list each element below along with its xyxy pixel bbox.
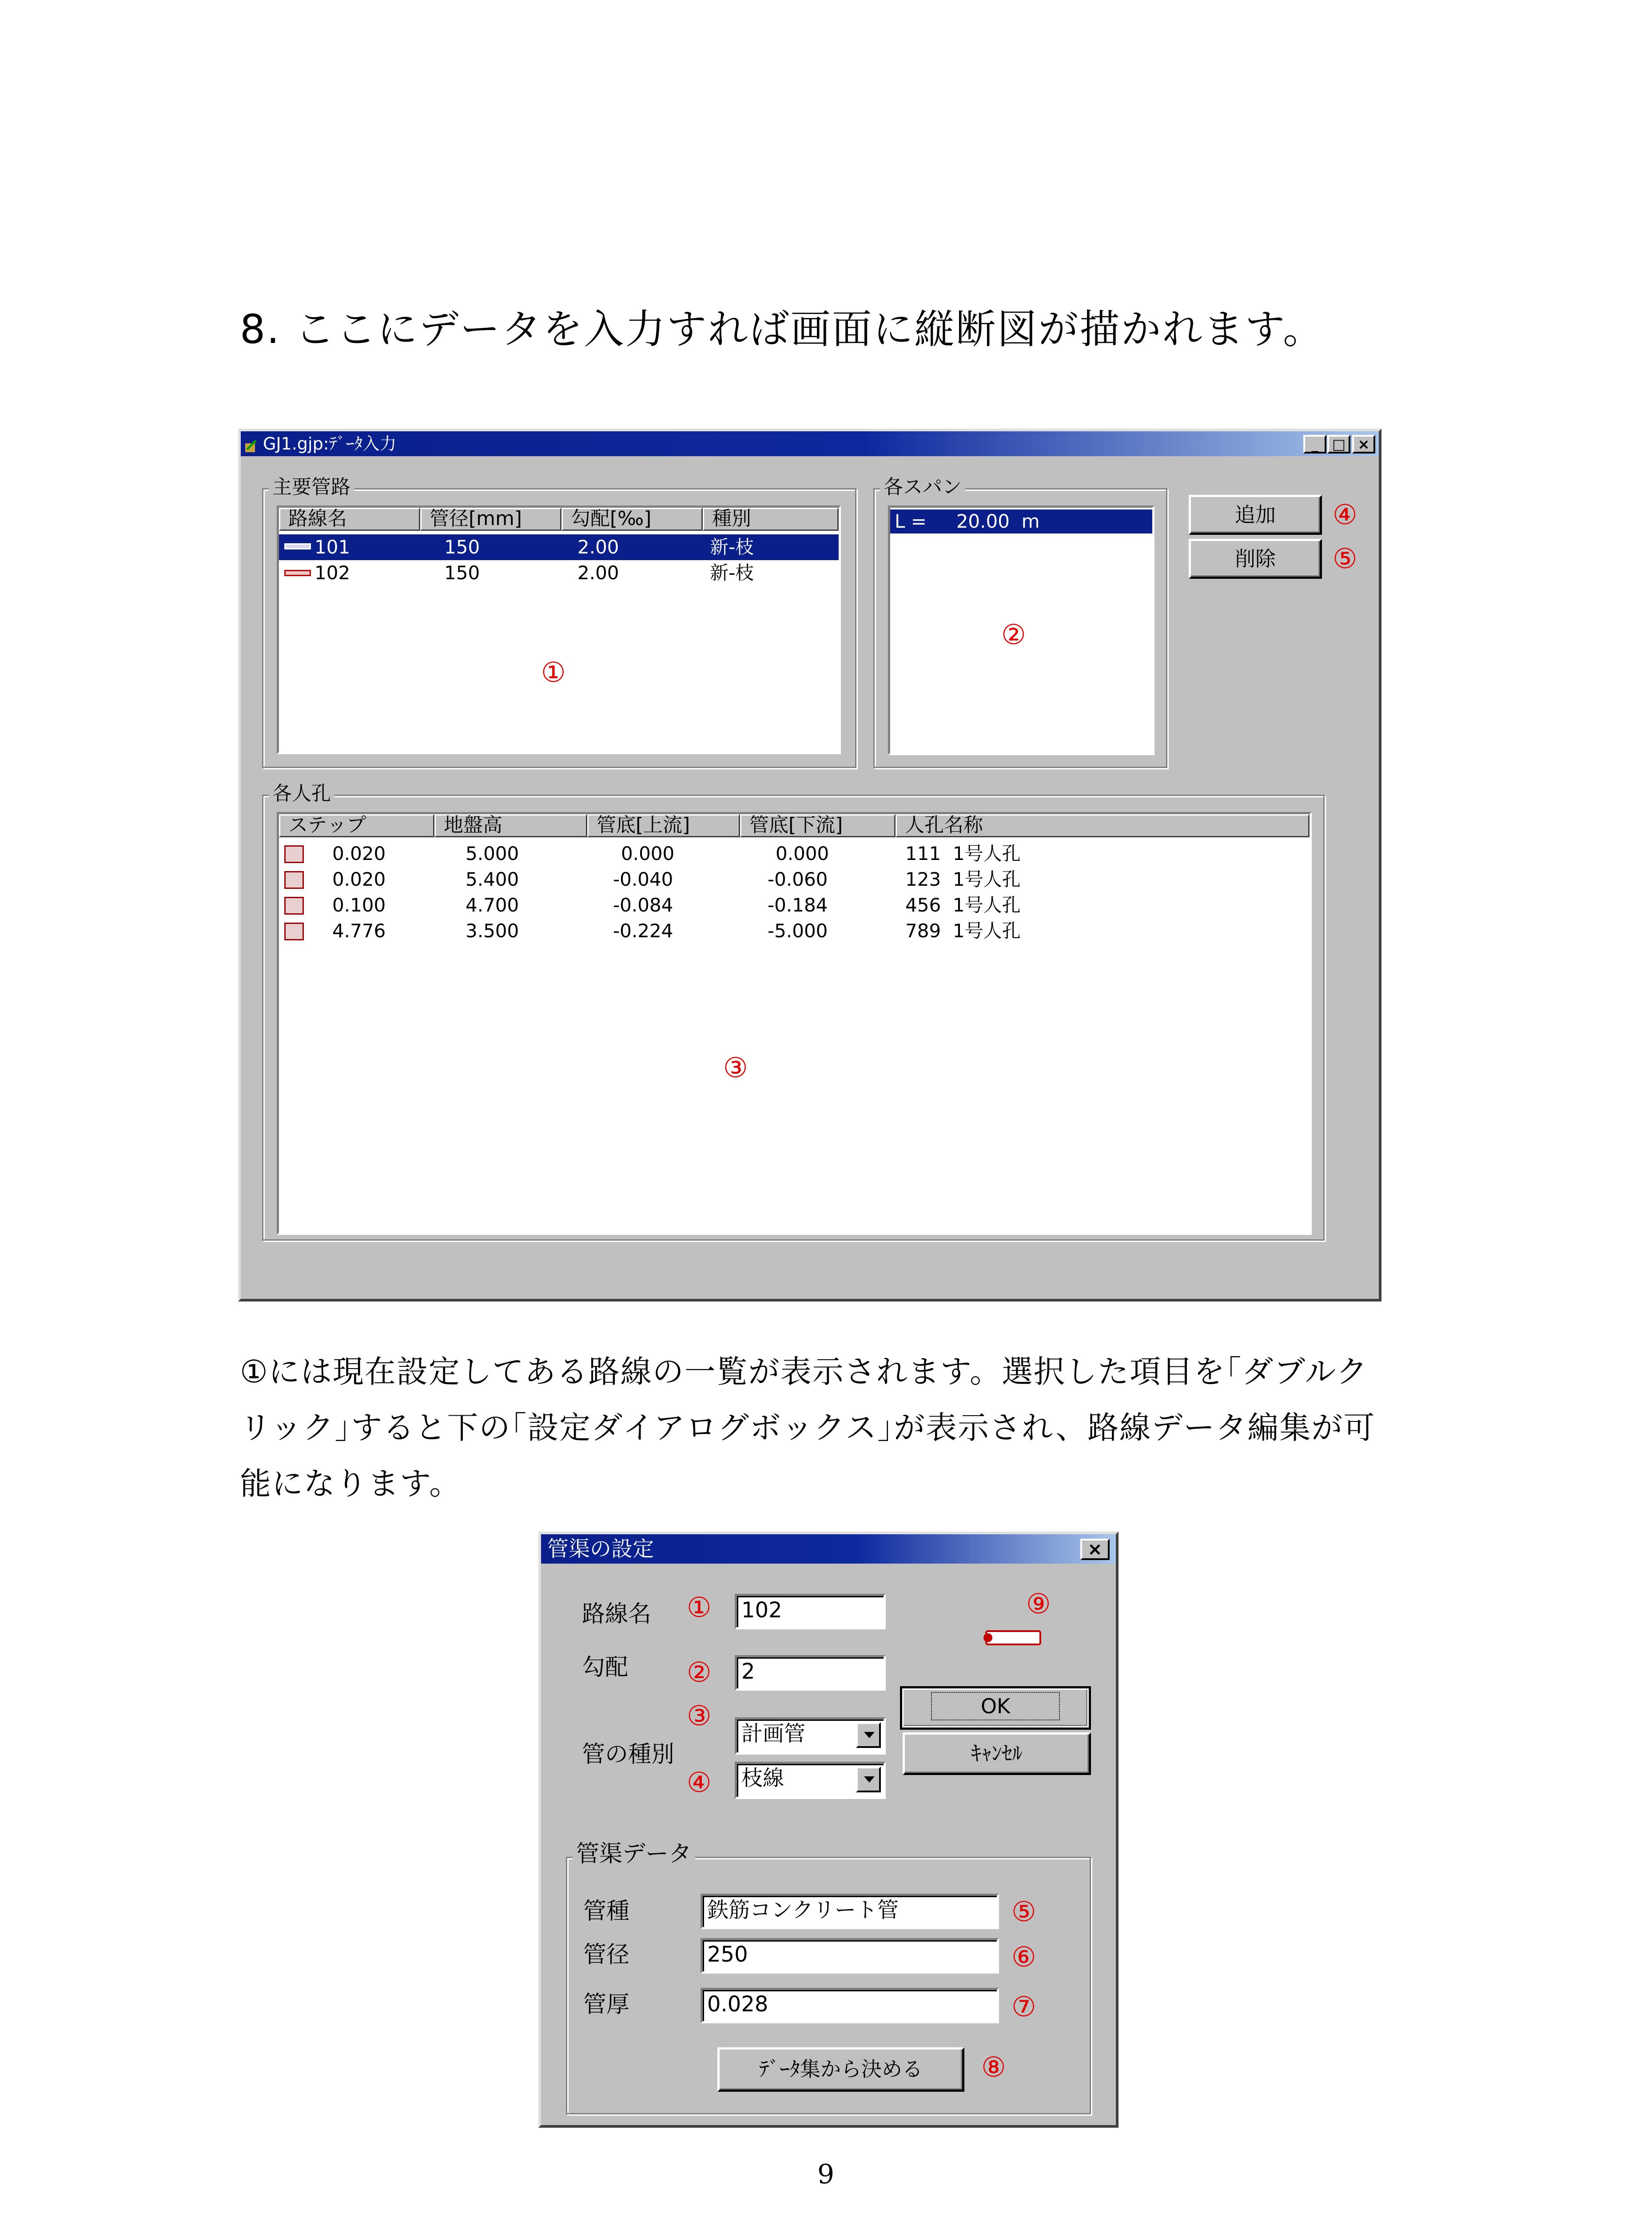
page-heading: 8. ここにデータを入力すれば画面に縦断図が描かれます。 — [240, 306, 1325, 353]
invert-upstream: 0.000 — [621, 843, 675, 864]
invert-downstream: 0.000 — [776, 843, 829, 864]
cancel-button[interactable]: ｷｬﾝｾﾙ — [903, 1732, 1091, 1775]
window-title: GJ1.gjp:ﾃﾞｰﾀ入力 — [263, 434, 397, 454]
dialog-title: 管渠の設定 — [547, 1536, 654, 1561]
pipe-diameter: 150 — [444, 562, 480, 584]
add-button[interactable]: 追加 — [1189, 495, 1322, 535]
manhole-icon — [284, 845, 304, 863]
table-row[interactable] — [279, 841, 1310, 867]
pipe-data-group — [566, 1841, 1091, 2114]
description-line-3: 能になります。 — [240, 1465, 462, 1502]
ground-level: 5.000 — [466, 843, 519, 864]
slope-label: 勾配 — [582, 1654, 629, 1681]
app-icon — [244, 436, 259, 451]
description-line-2: リック｣すると下の｢設定ダイアログボックス｣が表示され、路線データ編集が可 — [240, 1409, 1376, 1446]
minimize-icon[interactable]: _ — [1303, 435, 1326, 454]
table-row[interactable] — [279, 534, 839, 560]
pipe-settings-dialog — [538, 1532, 1119, 2128]
close-icon[interactable]: × — [1080, 1539, 1110, 1560]
span-item[interactable] — [890, 509, 1152, 533]
table-row[interactable] — [279, 918, 1310, 944]
close-icon[interactable]: × — [1352, 435, 1375, 454]
invert-downstream: -5.000 — [768, 920, 828, 942]
column-header[interactable]: 管底[上流] — [587, 814, 740, 837]
ground-level: 5.400 — [466, 868, 519, 890]
slope-field[interactable]: 2 — [735, 1655, 886, 1691]
column-header[interactable]: ステップ — [279, 814, 434, 837]
page-number: 9 — [817, 2159, 835, 2190]
manhole-icon — [284, 897, 304, 915]
pipe-type: 新-枝 — [710, 562, 754, 584]
choose-from-data-button[interactable]: ﾃﾞｰﾀ集から決める — [717, 2047, 964, 2092]
column-header[interactable]: 管底[下流] — [740, 814, 896, 837]
pipe-slope: 2.00 — [577, 562, 619, 584]
delete-button[interactable]: 削除 — [1189, 539, 1322, 579]
spans-label: 各スパン — [880, 476, 965, 498]
main-pipes-group — [262, 476, 856, 768]
invert-upstream: -0.040 — [613, 868, 673, 890]
invert-upstream: -0.224 — [613, 920, 673, 942]
manhole-name: 456 1号人孔 — [905, 894, 1021, 916]
main-pipes-list[interactable] — [277, 505, 841, 754]
invert-downstream: -0.060 — [768, 868, 828, 890]
diameter-field[interactable]: 250 — [701, 1938, 999, 1974]
span-value: L = 20.00 m — [895, 510, 1040, 532]
marker-4: ④ — [1333, 498, 1357, 531]
column-header[interactable]: 路線名 — [279, 508, 420, 531]
description-line-1: ①には現在設定してある路線の一覧が表示されます。選択した項目を｢ダブルク — [240, 1353, 1368, 1390]
pipe-diameter: 150 — [444, 536, 480, 558]
marker-2: ② — [1001, 618, 1026, 651]
pipe-icon — [284, 570, 311, 576]
maximize-icon[interactable]: □ — [1327, 435, 1350, 454]
marker-4: ④ — [687, 1766, 712, 1799]
route-name: 101 — [314, 536, 350, 558]
column-header[interactable]: 種別 — [703, 508, 839, 531]
marker-5: ⑤ — [1333, 542, 1357, 575]
dialog-titlebar — [541, 1534, 1116, 1564]
kind-label: 管の種別 — [582, 1741, 675, 1768]
step: 4.776 — [332, 920, 386, 942]
pipe-icon — [284, 543, 311, 549]
column-header[interactable]: 管径[mm] — [420, 508, 561, 531]
material-label: 管種 — [583, 1898, 630, 1925]
ground-level: 4.700 — [466, 894, 519, 916]
column-header[interactable]: 勾配[‰] — [561, 508, 703, 531]
ground-level: 3.500 — [466, 920, 519, 942]
step: 0.020 — [332, 868, 386, 890]
manholes-list[interactable] — [277, 812, 1312, 1235]
thickness-field[interactable]: 0.028 — [701, 1988, 999, 2023]
marker-6: ⑥ — [1011, 1941, 1036, 1973]
column-header[interactable]: 人孔名称 — [896, 814, 1310, 837]
ok-button[interactable]: OK — [900, 1686, 1091, 1730]
pipe-icon — [985, 1630, 1041, 1645]
manhole-name: 789 1号人孔 — [905, 920, 1021, 942]
diameter-label: 管径 — [583, 1942, 630, 1968]
data-input-window — [238, 429, 1381, 1302]
dropdown-arrow-icon[interactable] — [856, 1767, 881, 1792]
pipe-data-label: 管渠データ — [573, 1843, 695, 1865]
table-row[interactable] — [279, 892, 1310, 918]
manholes-group — [262, 782, 1325, 1241]
kind-select-2[interactable]: 枝線 — [735, 1762, 886, 1799]
manhole-icon — [284, 871, 304, 889]
marker-9: ⑨ — [1026, 1588, 1051, 1620]
marker-3: ③ — [687, 1700, 712, 1732]
manholes-label: 各人孔 — [269, 783, 334, 805]
step: 0.100 — [332, 894, 386, 916]
marker-2: ② — [687, 1656, 712, 1688]
pipe-type: 新-枝 — [710, 536, 754, 558]
marker-5: ⑤ — [1011, 1895, 1036, 1928]
marker-7: ⑦ — [1011, 1990, 1036, 2023]
manhole-icon — [284, 923, 304, 940]
thickness-label: 管厚 — [583, 1991, 630, 2018]
window-titlebar — [241, 431, 1379, 456]
marker-1: ① — [541, 656, 566, 689]
marker-3: ③ — [723, 1051, 748, 1084]
invert-downstream: -0.184 — [768, 894, 828, 916]
table-row[interactable] — [279, 867, 1310, 892]
route-name-field[interactable]: 102 — [735, 1594, 886, 1629]
spans-list[interactable] — [888, 505, 1154, 755]
spans-group — [873, 476, 1167, 768]
main-pipes-label: 主要管路 — [269, 476, 354, 498]
marker-8: ⑧ — [981, 2051, 1006, 2083]
invert-upstream: -0.084 — [613, 894, 673, 916]
dropdown-arrow-icon[interactable] — [856, 1722, 881, 1748]
kind-select-1[interactable]: 計画管 — [735, 1717, 886, 1755]
manhole-name: 111 1号人孔 — [905, 843, 1021, 864]
table-row[interactable] — [279, 560, 839, 586]
column-header[interactable]: 地盤高 — [434, 814, 587, 837]
marker-1: ① — [687, 1591, 712, 1624]
route-label: 路線名 — [582, 1601, 652, 1628]
material-field[interactable]: 鉄筋コンクリート管 — [701, 1894, 999, 1929]
route-name: 102 — [314, 562, 350, 584]
pipe-slope: 2.00 — [577, 536, 619, 558]
step: 0.020 — [332, 843, 386, 864]
manhole-name: 123 1号人孔 — [905, 868, 1021, 890]
